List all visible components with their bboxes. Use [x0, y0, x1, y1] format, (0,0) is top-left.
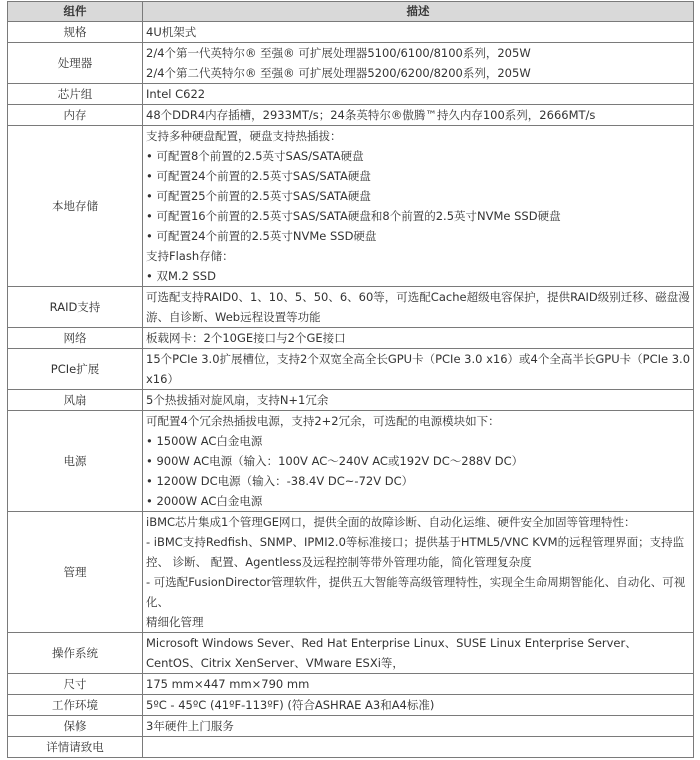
value-line: • 1500W AC白金电源	[146, 434, 263, 448]
spec-table-container	[7, 1, 693, 758]
table-row	[8, 84, 694, 105]
row-value	[143, 716, 694, 737]
row-value	[143, 674, 694, 695]
spec-table	[7, 1, 694, 758]
value-line: - iBMC支持Redfish、SNMP、IPMI2.0等标准接口；提供基于HTML5/VNC KVM的远程管理界面；支持监控、 诊断、 配置、Agentless及远程控制等带外管理功能，简化管理复杂度	[146, 535, 685, 569]
row-label: 网络	[8, 328, 143, 349]
table-row	[8, 695, 694, 716]
value-line: • 双M.2 SSD	[146, 269, 216, 283]
value-line: 可配置4个冗余热插拔电源，支持2+2冗余，可选配的电源模块如下：	[146, 414, 500, 428]
value-line: - 可选配FusionDirector管理软件，提供五大智能等高级管理特性，实现全生命周期智能化、自动化、可视化、	[146, 575, 686, 609]
value-line: iBMC芯片集成1个管理GE网口，提供全面的故障诊断、自动化运维、硬件安全加固等管理特性：	[146, 515, 636, 529]
value-line: 板载网卡：2个10GE接口与2个GE接口	[146, 331, 346, 345]
value-line: • 可配置25个前置的2.5英寸SAS/SATA硬盘	[146, 189, 371, 203]
table-body	[8, 22, 694, 758]
row-label: PCIe扩展	[8, 349, 143, 390]
header-description: 描述	[143, 2, 694, 22]
row-value	[143, 84, 694, 105]
value-line: 精细化管理	[146, 615, 204, 629]
value-line: • 900W AC电源（输入：100V AC～240V AC或192V DC～288V DC）	[146, 454, 524, 468]
value-line: • 可配置8个前置的2.5英寸SAS/SATA硬盘	[146, 149, 364, 163]
header-component: 组件	[8, 2, 143, 22]
row-label: 本地存储	[8, 126, 143, 287]
row-value	[143, 695, 694, 716]
row-label: 详情请致电	[8, 737, 143, 758]
table-header-row	[8, 2, 694, 22]
row-label: 操作系统	[8, 633, 143, 674]
value-line: 5个热拔插对旋风扇，支持N+1冗余	[146, 393, 329, 407]
row-value	[143, 105, 694, 126]
value-line: 可选配支持RAID0、1、10、5、50、6、60等，可选配Cache超级电容保护，提供RAID级别迁移、磁盘漫游、自诊断、Web远程设置等功能	[146, 290, 690, 324]
value-line: 支持多种硬盘配置，硬盘支持热插拔：	[146, 129, 342, 143]
value-line: • 可配置16个前置的2.5英寸SAS/SATA硬盘和8个前置的2.5英寸NVMe SSD硬盘	[146, 209, 561, 223]
value-line: 15个PCIe 3.0扩展槽位，支持2个双宽全高全长GPU卡（PCIe 3.0 x16）或4个全高半长GPU卡（PCIe 3.0 x16）	[146, 352, 691, 386]
row-value	[143, 390, 694, 411]
value-line: • 可配置24个前置的2.5英寸SAS/SATA硬盘	[146, 169, 371, 183]
value-line: 2/4个第一代英特尔® 至强® 可扩展处理器5100/6100/8100系列，205W	[146, 46, 531, 60]
value-line: 支持Flash存储：	[146, 249, 234, 263]
table-row	[8, 411, 694, 512]
table-row	[8, 349, 694, 390]
row-value	[143, 411, 694, 512]
table-row	[8, 22, 694, 43]
value-line: 3年硬件上门服务	[146, 719, 234, 733]
row-value	[143, 633, 694, 674]
table-row	[8, 633, 694, 674]
value-line: 2/4个第二代英特尔® 至强® 可扩展处理器5200/6200/8200系列，205W	[146, 66, 531, 80]
value-line: • 可配置24个前置的2.5英寸NVMe SSD硬盘	[146, 229, 377, 243]
value-line: 48个DDR4内存插槽，2933MT/s；24条英特尔®傲腾™持久内存100系列，2666MT/s	[146, 108, 596, 122]
value-line: Intel C622	[146, 87, 206, 101]
value-line: 4U机架式	[146, 25, 197, 39]
row-value	[143, 43, 694, 84]
table-row	[8, 328, 694, 349]
row-label: 风扇	[8, 390, 143, 411]
table-row	[8, 126, 694, 287]
table-row	[8, 716, 694, 737]
row-label: 保修	[8, 716, 143, 737]
row-value	[143, 328, 694, 349]
row-value	[143, 287, 694, 328]
row-label: 芯片组	[8, 84, 143, 105]
row-label: 电源	[8, 411, 143, 512]
row-label: 管理	[8, 512, 143, 633]
table-row	[8, 674, 694, 695]
value-line: 175 mm×447 mm×790 mm	[146, 677, 310, 691]
row-value	[143, 126, 694, 287]
table-row	[8, 43, 694, 84]
table-row	[8, 287, 694, 328]
table-row	[8, 390, 694, 411]
row-value	[143, 349, 694, 390]
row-value	[143, 737, 694, 758]
row-label: 内存	[8, 105, 143, 126]
value-line: 5ºC - 45ºC (41ºF-113ºF) (符合ASHRAE A3和A4标准)	[146, 698, 435, 712]
value-line: • 1200W DC电源（输入：-38.4V DC~-72V DC）	[146, 474, 414, 488]
row-label: 尺寸	[8, 674, 143, 695]
table-row	[8, 737, 694, 758]
row-label: RAID支持	[8, 287, 143, 328]
row-label: 工作环境	[8, 695, 143, 716]
table-row	[8, 512, 694, 633]
value-line: Microsoft Windows Sever、Red Hat Enterprise Linux、SUSE Linux Enterprise Server、CentOS、Citrix XenServer、VMware ESXi等，	[146, 636, 637, 670]
value-line: • 2000W AC白金电源	[146, 494, 263, 508]
row-label: 处理器	[8, 43, 143, 84]
row-value	[143, 22, 694, 43]
table-row	[8, 105, 694, 126]
row-value	[143, 512, 694, 633]
row-label: 规格	[8, 22, 143, 43]
